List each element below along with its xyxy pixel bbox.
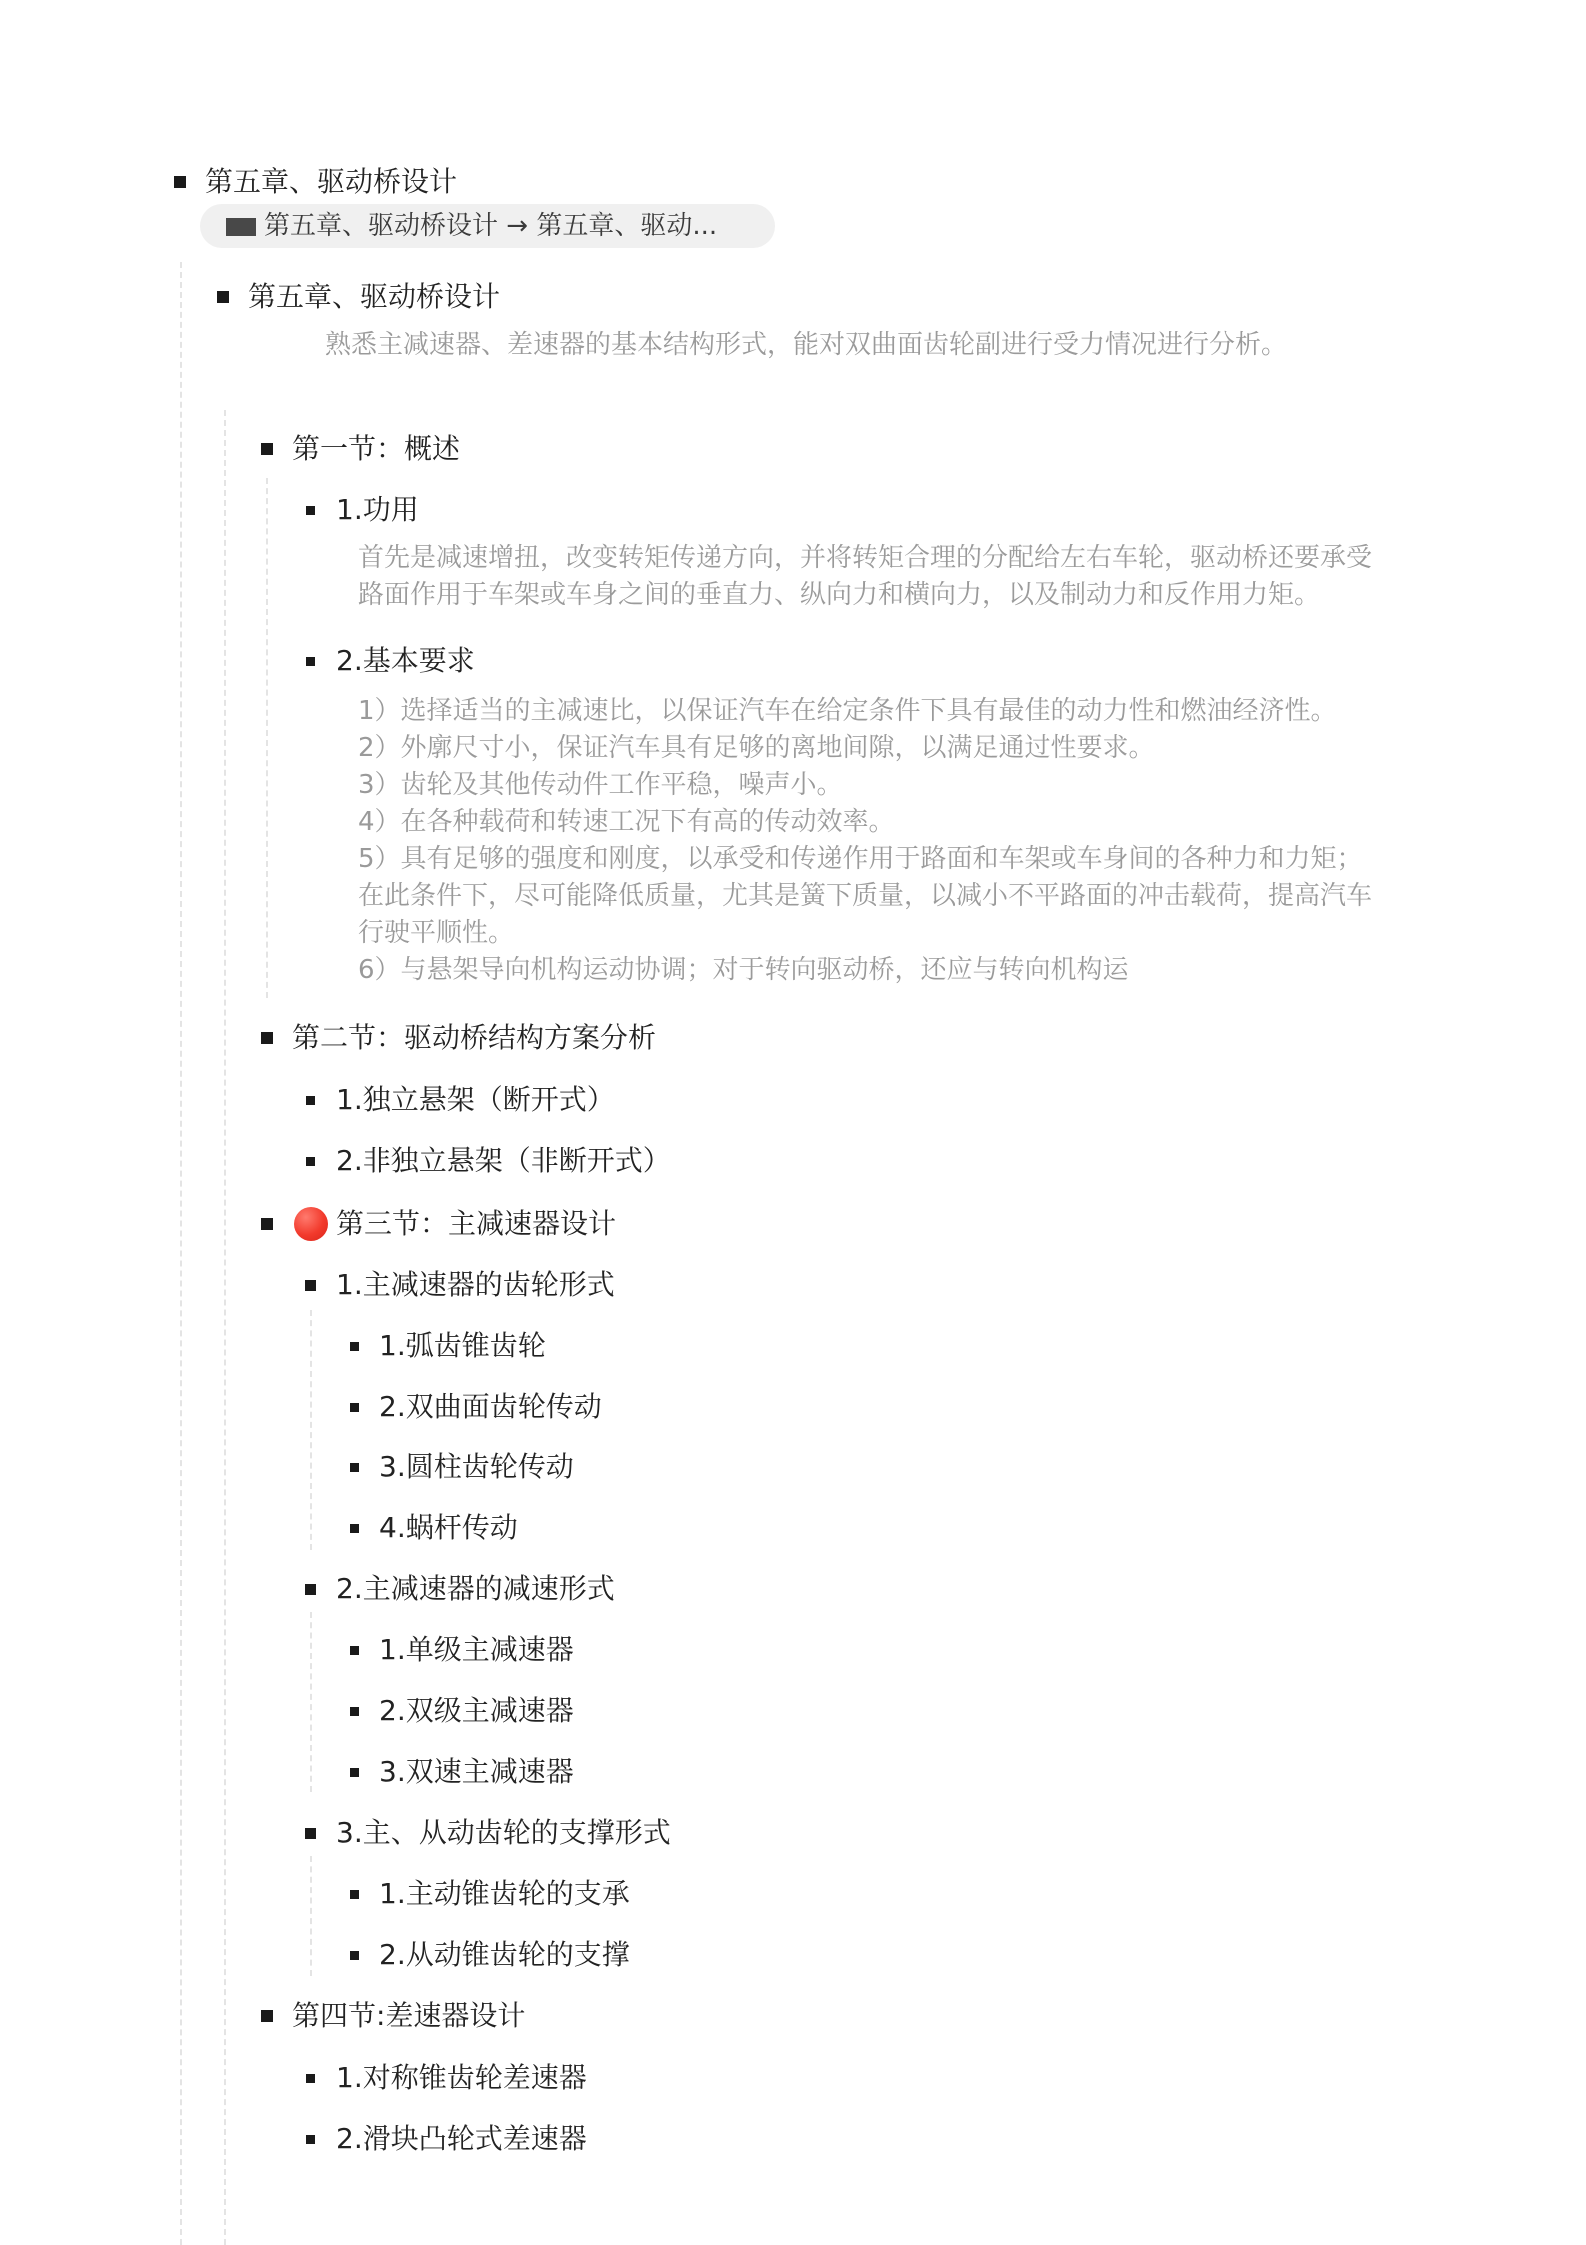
topic-note-line: 5）具有足够的强度和刚度，以承受和传递作用于路面和车架或车身间的各种力和力矩； — [358, 844, 1363, 874]
topic-title: 4.蜗杆传动 — [379, 1511, 518, 1544]
bullet-icon — [306, 2074, 315, 2083]
root-title: 第五章、驱动桥设计 — [205, 165, 458, 198]
topic-title: 3.圆柱齿轮传动 — [379, 1450, 574, 1483]
bullet-icon — [261, 1218, 273, 1230]
bullet-icon — [305, 1280, 316, 1291]
subsection-title: 3.主、从动齿轮的支撑形式 — [336, 1816, 671, 1849]
bullet-icon — [305, 1828, 316, 1839]
bullet-icon — [305, 1584, 316, 1595]
bullet-icon — [350, 1768, 359, 1777]
section-title: 第四节:差速器设计 — [292, 1999, 526, 2032]
guide-line-sec3-group2 — [310, 1612, 312, 1792]
bullet-icon — [306, 2135, 315, 2144]
bullet-icon — [350, 1342, 359, 1351]
guide-line-level1 — [180, 262, 182, 2245]
topic-title: 1.单级主减速器 — [379, 1633, 574, 1666]
bullet-icon — [261, 443, 273, 455]
topic-title: 1.主动锥齿轮的支承 — [379, 1877, 630, 1910]
bullet-icon — [306, 1157, 315, 1166]
topic-note-line: 首先是减速增扭，改变转矩传递方向，并将转矩合理的分配给左右车轮，驱动桥还要承受 — [358, 543, 1373, 573]
topic-title: 2.滑块凸轮式差速器 — [336, 2122, 587, 2155]
topic-title: 1.弧齿锥齿轮 — [379, 1329, 546, 1362]
reference-link-pill[interactable] — [200, 204, 775, 248]
red-circle-icon — [294, 1207, 328, 1241]
topic-title: 1.功用 — [336, 493, 419, 526]
topic-title: 2.从动锥齿轮的支撑 — [379, 1938, 630, 1971]
bullet-icon — [350, 1951, 359, 1960]
topic-title: 2.非独立悬架（非断开式） — [336, 1144, 671, 1177]
topic-note-line: 2）外廓尺寸小，保证汽车具有足够的离地间隙，以满足通过性要求。 — [358, 733, 1155, 763]
topic-title: 1.对称锥齿轮差速器 — [336, 2061, 587, 2094]
chapter-title: 第五章、驱动桥设计 — [248, 280, 501, 313]
section-title: 第二节：驱动桥结构方案分析 — [292, 1021, 657, 1054]
guide-line-sec3-group3 — [310, 1856, 312, 1976]
topic-note-line: 3）齿轮及其他传动件工作平稳，噪声小。 — [358, 770, 843, 800]
topic-title: 3.双速主减速器 — [379, 1755, 574, 1788]
topic-note-line: 6）与悬架导向机构运动协调；对于转向驱动桥，还应与转向机构运 — [358, 955, 1129, 985]
subsection-title: 1.主减速器的齿轮形式 — [336, 1268, 615, 1301]
bullet-icon — [306, 657, 315, 666]
subsection-title: 2.主减速器的减速形式 — [336, 1572, 615, 1605]
bullet-icon — [350, 1463, 359, 1472]
bullet-icon — [217, 291, 229, 303]
topic-title: 1.独立悬架（断开式） — [336, 1083, 615, 1116]
section-title: 第一节：概述 — [292, 432, 461, 465]
bullet-icon — [261, 2010, 273, 2022]
bullet-icon — [350, 1403, 359, 1412]
bullet-icon — [306, 1096, 315, 1105]
bullet-icon — [306, 506, 315, 515]
topic-note-line: 1）选择适当的主减速比，以保证汽车在给定条件下具有最佳的动力性和燃油经济性。 — [358, 696, 1337, 726]
topic-title: 2.双级主减速器 — [379, 1694, 574, 1727]
topic-title: 2.基本要求 — [336, 644, 475, 677]
topic-note-line: 在此条件下，尽可能降低质量，尤其是簧下质量，以减小不平路面的冲击载荷，提高汽车 — [358, 881, 1373, 911]
bullet-icon — [174, 176, 186, 188]
bullet-icon — [350, 1646, 359, 1655]
guide-line-level2 — [224, 410, 226, 2245]
bullet-icon — [261, 1032, 273, 1044]
guide-line-sec3-group1 — [310, 1310, 312, 1550]
bullet-icon — [350, 1707, 359, 1716]
bullet-icon — [350, 1524, 359, 1533]
topic-note-line: 4）在各种载荷和转速工况下有高的传动效率。 — [358, 807, 895, 837]
topic-title: 2.双曲面齿轮传动 — [379, 1390, 602, 1423]
document-icon — [226, 218, 256, 236]
chapter-note: 熟悉主减速器、差速器的基本结构形式，能对双曲面齿轮副进行受力情况进行分析。 — [325, 330, 1288, 360]
guide-line-sec1 — [266, 478, 268, 998]
bullet-icon — [350, 1890, 359, 1899]
topic-note-line: 路面作用于车架或车身之间的垂直力、纵向力和横向力，以及制动力和反作用力矩。 — [358, 580, 1321, 610]
section-title: 第三节：主减速器设计 — [336, 1207, 617, 1240]
topic-note-line: 行驶平顺性。 — [358, 918, 515, 948]
reference-link-text: 第五章、驱动桥设计 → 第五章、驱动... — [264, 211, 718, 241]
